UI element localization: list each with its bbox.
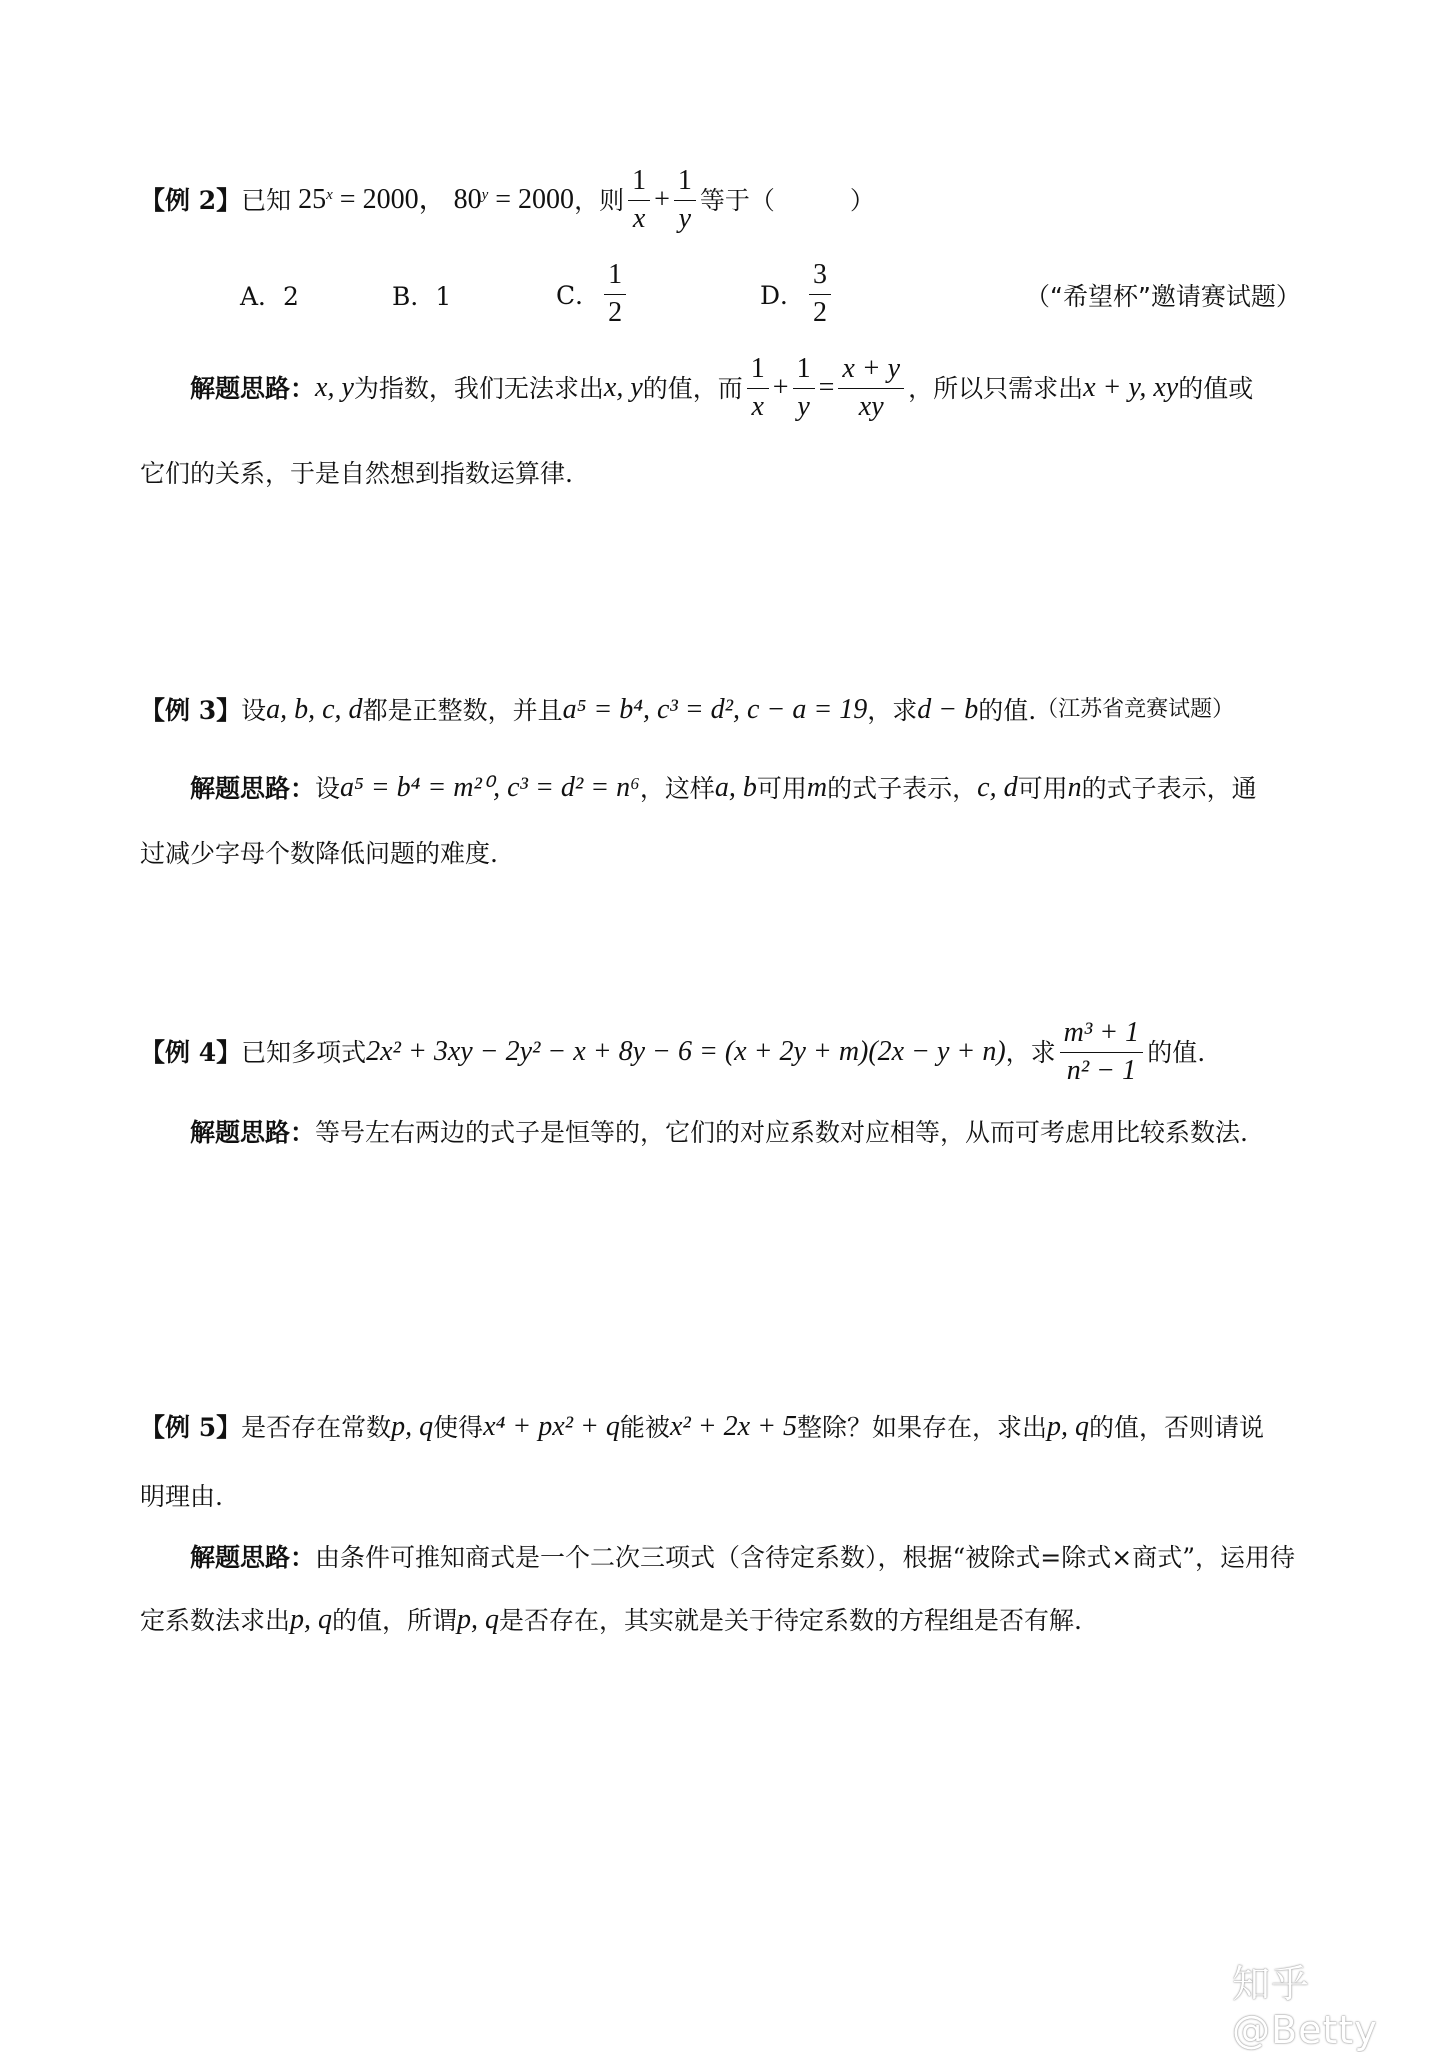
ex4-label: 【例 4】 bbox=[140, 1037, 242, 1067]
ex2-think-line-2: 它们的关系，于是自然想到指数运算律. bbox=[140, 458, 573, 488]
ex3-question: 【例 3】 设 a, b, c, d 都是正整数，并且 a⁵ = b⁴, c³ = d², c − a = 19 ，求 d − b 的值. （江苏省竞赛试题） bbox=[140, 694, 1235, 725]
ex5-label: 【例 5】 bbox=[140, 1412, 242, 1442]
ex4-think-line-1: 解题思路： 等号左右两边的式子是恒等的，它们的对应系数对应相等，从而可考虑用比较系数法. bbox=[190, 1117, 1248, 1147]
ex2-question bbox=[140, 165, 875, 235]
ex4-think-label: 解题思路： bbox=[190, 1117, 316, 1147]
ex2-q-pre: 已知 bbox=[241, 185, 292, 215]
ex5-think-line-2: 定系数法求出 p, q 的值，所谓 p, q 是否存在，其实就是关于待定系数的方程组是否有解. bbox=[140, 1604, 1082, 1635]
ex3-think-line-1: 解题思路： 设 a⁵ = b⁴ = m²⁰, c³ = d² = n⁶ ，这样 a, b 可用 m 的式子表示， c, d 可用 n 的式子表示，通 bbox=[190, 772, 1257, 803]
watermark: 知乎 @Betty bbox=[1232, 1962, 1378, 2052]
ex5-think-line-1: 解题思路： 由条件可推知商式是一个二次三项式（含待定系数），根据“被除式=除式×商式”，运用待 bbox=[190, 1542, 1295, 1572]
ex5-question-line-2: 明理由. bbox=[140, 1481, 223, 1511]
ex2-option-d: D． $\frac{3}{2}$ bbox=[760, 256, 835, 332]
ex2-plus: + bbox=[654, 184, 670, 215]
ex2-think-label: 解题思路： bbox=[190, 373, 316, 403]
ex2-frac-2: $\frac{1}{y}$ bbox=[674, 166, 696, 235]
ex3-think-label: 解题思路： bbox=[190, 773, 316, 803]
ex2-option-c: C． $\frac{1}{2}$ bbox=[556, 256, 630, 332]
ex5-think-label: 解题思路： bbox=[190, 1542, 316, 1572]
ex3-think-line-2: 过减少字母个数降低问题的难度. bbox=[140, 838, 498, 868]
ex2-eq1: $25^x = 2000$， bbox=[298, 184, 447, 215]
ex3-source: （江苏省竞赛试题） bbox=[1036, 697, 1235, 722]
ex5-question-line-1: 【例 5】 是否存在常数 p, q 使得 x⁴ + px² + q 能被 x² + 2x + 5 整除？如果存在，求出 p, q 的值，否则请说 bbox=[140, 1411, 1265, 1442]
ex2-option-b: B．1 bbox=[392, 282, 452, 311]
ex2-q-mid: ，则 bbox=[574, 185, 625, 215]
ex4-question: 【例 4】 已知多项式 2x² + 3xy − 2y² − x + 8y − 6 = (x + 2y + m)(2x − y + n) ，求 $\frac{\text{m³ + 1}}{\text{n² − 1}}$ 的值. bbox=[140, 1016, 1206, 1086]
ex2-eq2: $80^y = 2000$ bbox=[453, 184, 575, 215]
ex2-think-line-1: 解题思路： x, y 为指数，我们无法求出 x, y 的值，而 $\frac{1}{x}$ + $\frac{1}{y}$ = $\frac{x + y}{xy}$ ，所以只需求出 x + y, xy 的值或 bbox=[190, 352, 1254, 422]
ex2-q-end: 等于（ ） bbox=[699, 185, 875, 215]
ex3-label: 【例 3】 bbox=[140, 695, 242, 725]
ex2-source: （“希望杯”邀请赛试题） bbox=[1025, 282, 1301, 311]
ex2-label: 【例 2】 bbox=[140, 185, 242, 215]
ex2-option-a: A．2 bbox=[240, 282, 299, 311]
ex2-frac-1: $\frac{1}{x}$ bbox=[628, 166, 650, 235]
